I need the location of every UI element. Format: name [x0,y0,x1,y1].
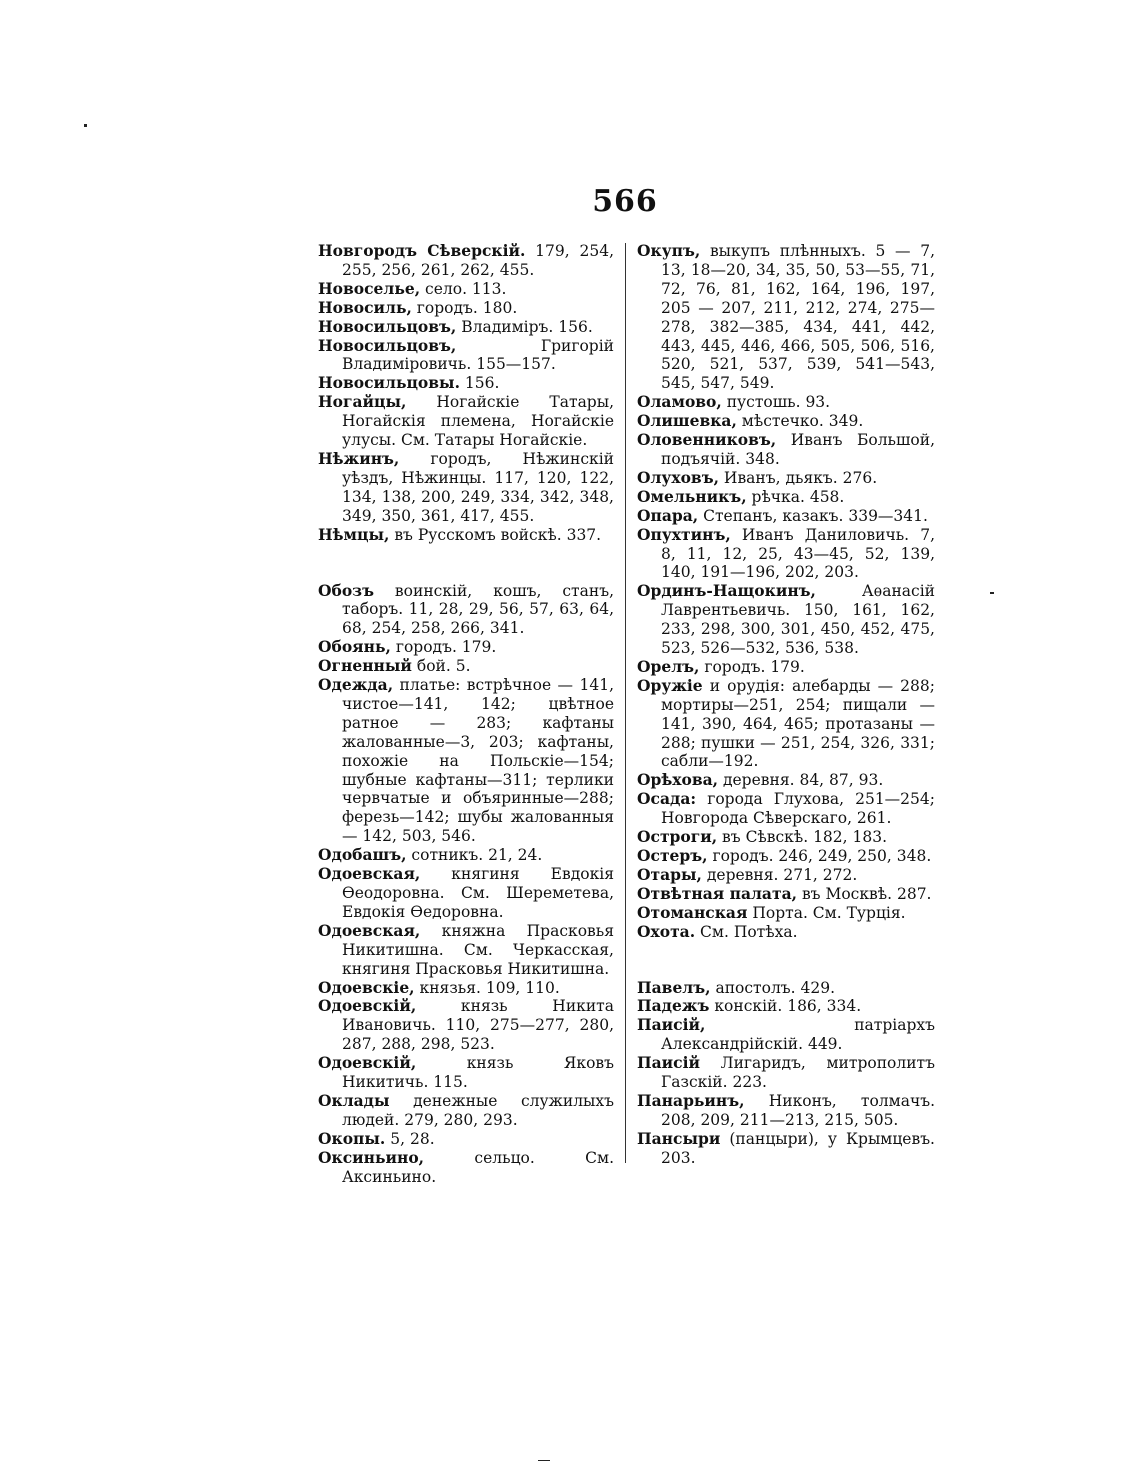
index-entry [318,393,614,450]
entry-text: воинскій, кошъ, станъ, таборъ. 11, 28, 29, 56, 57, 63, 64, 68, 254, 258, 266, 341. [342,581,614,638]
index-entry [318,638,614,657]
entry-text: въ Русскомъ войскѣ. 337. [389,525,602,544]
index-entry [318,242,614,280]
entry-text: городъ, Нѣжинскій уѣздъ, Нѣжинцы. 117, 120, 122, 134, 138, 200, 249, 334, 342, 348, 349, 350, 361, 417, 455. [342,449,614,525]
entry-text: 156. [459,374,500,393]
entry-text: княжна Прасковья Никитишна. См. Черкасская, княгиня Прасковья Никитишна. [342,921,614,978]
entry-text: сотникъ. 21, 24. [406,846,543,865]
index-entry [318,337,614,375]
entry-headword: Пансыри [637,1128,721,1148]
entry-text: Степанъ, казакъ. 339—341. [698,506,928,525]
index-entry [637,1016,935,1054]
entry-text: города Глухова, 251—254; Новгорода Сѣверскаго, 261. [661,790,935,828]
entry-headword: Ординъ-Нащокинъ, [637,581,816,601]
print-speck [84,124,87,127]
index-entry [637,582,935,658]
index-entry [318,280,614,299]
index-entry [637,469,935,488]
entry-headword: Окопы. [318,1128,386,1148]
index-entry [318,997,614,1054]
index-entry [318,1149,614,1187]
entry-text: См. Потѣха. [695,922,798,941]
index-entry [637,1092,935,1130]
entry-text: деревня. 84, 87, 93. [718,771,884,790]
index-entry [318,1054,614,1092]
entry-text: князь Яковъ Никитичь. 115. [342,1054,614,1092]
entry-text: князья. 109, 110. [414,978,560,997]
entry-text: Владиміръ. 156. [456,317,593,336]
entry-text: Иванъ, дьякъ. 276. [719,468,878,487]
entry-text: въ Сѣвскѣ. 182, 183. [717,828,888,847]
entry-headword: Одоевскій, [318,996,417,1016]
entry-headword: Обоянь, [318,637,391,657]
entry-text: рѣчка. 458. [746,487,845,506]
index-entry [318,1092,614,1130]
entry-headword: Одоевскій, [318,1053,417,1073]
index-entry [318,318,614,337]
entry-headword: Оружіе [637,675,703,695]
index-entry [318,582,614,639]
entry-text: бой. 5. [411,657,471,676]
entry-headword: Оловенниковъ, [637,430,777,450]
entry-text: городъ. 246, 249, 250, 348. [707,847,932,865]
entry-text: въ Москвѣ. 287. [797,884,932,903]
index-entry [318,922,614,979]
entry-text: 179, 254, 255, 256, 261, 262, 455. [342,242,614,279]
entry-text: княгиня Евдокія Ѳеодоровна. См. Шереметева, Евдокія Ѳедоровна. [342,865,614,921]
entry-headword: Огненный [318,656,412,676]
entry-text: Аѳанасій Лаврентьевичь. 150, 161, 162, 233, 298, 300, 301, 450, 452, 475, 523, 526—532, 536, 538. [661,582,935,658]
entry-headword: Новосильцовы. [318,373,460,393]
index-entry [637,507,935,526]
entry-headword: Опухтинъ, [637,524,731,544]
entry-headword: Отвѣтная палата, [637,883,798,903]
index-entry [637,1130,935,1168]
entry-headword: Ногайцы, [318,392,407,412]
entry-headword: Орѣхова, [637,770,719,790]
entry-headword: Паисій, [637,1015,706,1035]
entry-headword: Паисій [637,1053,700,1073]
index-entry [637,526,935,583]
entry-headword: Новоселье, [318,278,421,298]
entry-headword: Опара, [637,505,699,525]
entry-headword: Одоевская, [318,920,421,940]
entry-headword: Падежъ [637,996,710,1016]
entry-text: Иванъ Даниловичь. 7, 8, 11, 12, 25, 43—45, 52, 139, 140, 191—196, 202, 203. [661,525,935,582]
index-entry [637,923,935,942]
entry-text: деревня. 271, 272. [701,865,858,884]
entry-headword: Нѣмцы, [318,524,390,544]
entry-headword: Охота. [637,921,696,941]
entry-text: сельцо. См. Аксиньино. [342,1148,614,1186]
section-gap [637,942,935,979]
entry-headword: Олуховъ, [637,467,719,487]
entry-headword: Одоевская, [318,864,421,884]
index-entry [637,790,935,828]
index-column-right [637,242,935,1168]
index-entry [318,299,614,318]
entry-headword: Окупъ, [637,241,701,260]
index-entry [637,997,935,1016]
index-entry [637,488,935,507]
entry-text: денежные служилыхъ людей. 279, 280, 293. [342,1091,614,1129]
index-entry [318,979,614,998]
entry-headword: Одоевскіе, [318,977,415,997]
index-entry [637,771,935,790]
index-entry [637,885,935,904]
entry-headword: Одежда, [318,675,394,695]
entry-text: апостолъ. 429. [710,978,836,997]
index-entry [637,1054,935,1092]
entry-headword: Олишевка, [637,411,737,431]
entry-text: городъ. 179. [390,638,497,657]
entry-headword: Новосиль, [318,297,412,317]
entry-text: городъ. 179. [699,657,805,676]
entry-text: 5, 28. [385,1129,435,1148]
entry-headword: Орелъ, [637,656,700,676]
index-entry [637,393,935,412]
entry-text: мѣстечко. 349. [736,412,864,431]
entry-text: выкупъ плѣнныхъ. 5 — 7, 13, 18—20, 34, 35, 50, 53—55, 71, 72, 76, 81, 162, 164, 196, 197, 205 — 207, 211, 212, 274, 275—278, 382—385, 434, 441, 442, 443, 445, 446, 466, 505, 506, 516, 520, 521, 537, 539, 541—543, 545, 547, 549. [661,242,935,393]
entry-text: платье: встрѣчное — 141, чистое—141, 142; цвѣтное ратное — 283; кафтаны жалованные—3, 203; кафтаны, похожіе на Польскіе—154; шубные кафтаны—311; терлики червчатые и объяринные—288; ферезь—142; шубы жалованныя — 142, 503, 546. [342,676,614,846]
entry-text: Ногайскіе Татары, Ногайскія племена, Ногайскіе улусы. См. Татары Ногайскіе. [342,393,614,450]
index-entry [637,412,935,431]
entry-text: Григорій Владиміровичь. 155—157. [342,336,614,374]
entry-headword: Остроги, [637,827,718,847]
index-entry [637,904,935,923]
entry-headword: Одобашъ, [318,845,407,865]
print-speck [990,592,994,594]
entry-headword: Новосильцовъ, [318,335,457,355]
entry-text: пустошь. 93. [721,393,831,412]
entry-headword: Осада: [637,789,697,809]
index-entry [637,658,935,677]
entry-text: Иванъ Большой, подъячій. 348. [661,431,935,468]
entry-text: Лигаридъ, митрополитъ Газскій. 223. [661,1054,935,1092]
entry-headword: Нѣжинъ, [318,448,400,468]
index-entry [318,846,614,865]
entry-headword: Отоманская [637,902,748,922]
section-gap [318,545,614,582]
column-divider [625,243,626,1163]
entry-headword: Омельникъ, [637,486,747,506]
index-entry [318,657,614,676]
index-entry [318,865,614,922]
entry-headword: Обозъ [318,580,374,600]
print-speck [538,1460,550,1461]
entry-headword: Оклады [318,1090,390,1110]
index-entry [318,1130,614,1149]
entry-text: Никонъ, толмачъ. 208, 209, 211—213, 215, 505. [661,1091,935,1129]
index-entry [318,450,614,526]
index-entry [637,828,935,847]
index-entry [637,979,935,998]
index-entry [637,242,935,393]
index-entry [318,374,614,393]
entry-text: городъ. 180. [411,298,518,317]
entry-headword: Панарьинъ, [637,1090,745,1110]
entry-text: село. 113. [420,279,507,298]
entry-headword: Отары, [637,864,702,884]
index-entry [637,431,935,469]
page-number: 566 [592,184,658,219]
entry-headword: Оламово, [637,392,722,412]
index-entry [637,866,935,885]
entry-headword: Новгородъ Сѣверскій. [318,241,526,260]
entry-text: патріархъ Александрійскій. 449. [661,1016,935,1054]
entry-headword: Остеръ, [637,846,708,865]
entry-text: (панцыри), у Крымцевъ. 203. [661,1129,935,1167]
index-entry [318,676,614,846]
index-entry [318,526,614,545]
entry-text: Порта. См. Турція. [747,903,906,922]
entry-headword: Павелъ, [637,977,711,997]
entry-headword: Новосильцовъ, [318,316,457,336]
index-column-left [318,242,614,1187]
entry-text: и орудія: алебарды — 288; мортиры—251, 254; пищали — 141, 390, 464, 465; протазаны —288; пушки — 251, 254, 326, 331; сабли—192. [661,676,935,771]
index-entry [637,677,935,772]
entry-text: князь Никита Ивановичь. 110, 275—277, 280, 287, 288, 298, 523. [342,997,614,1054]
entry-text: конскій. 186, 334. [709,997,862,1016]
entry-headword: Оксиньино, [318,1147,425,1167]
index-entry [637,847,935,866]
